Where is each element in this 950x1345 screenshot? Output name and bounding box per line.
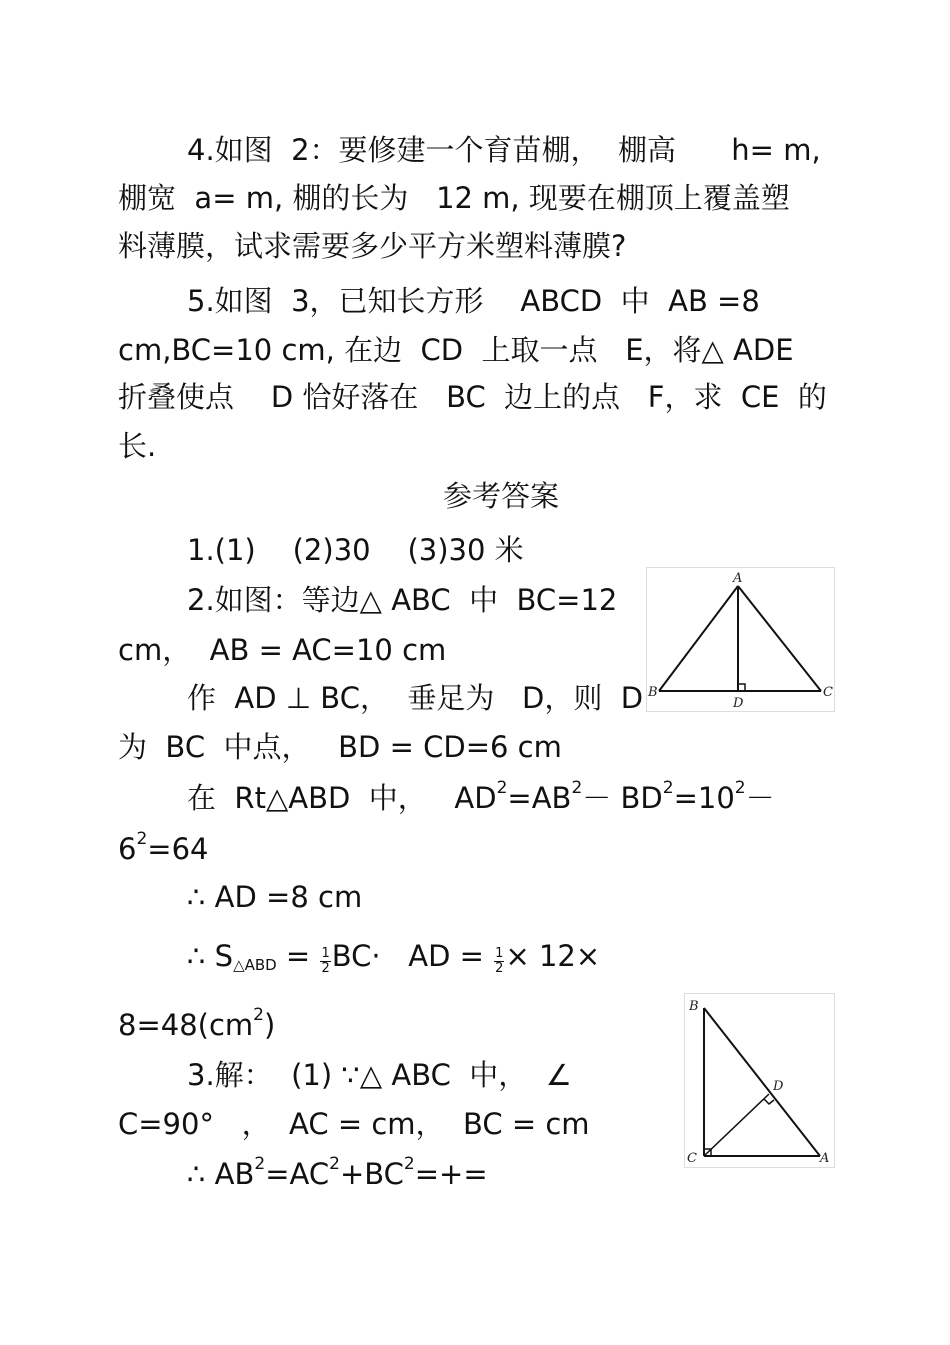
fraction-denominator: 2 bbox=[321, 961, 330, 976]
q5-line1: 5.如图 3，已知长方形 ABCD 中 AB =8 bbox=[187, 284, 760, 318]
fraction-half bbox=[320, 947, 330, 976]
fraction-numerator: 1 bbox=[321, 946, 330, 961]
answer1: 1.(1) (2)30 (3)30 米 bbox=[187, 533, 524, 567]
label-b: B bbox=[689, 999, 699, 1014]
answer3-line3-mid2: +BC bbox=[339, 1157, 404, 1191]
answers-title: 参考答案 bbox=[443, 479, 560, 513]
answer3-line2: C=90° ， AC = cm， BC = cm bbox=[118, 1107, 590, 1141]
answer2-line8-pre: ∴ S bbox=[187, 939, 234, 973]
answer2-line5-mid2: － BD bbox=[582, 781, 663, 815]
q4-line1: 4.如图 2：要修建一个育苗棚， 棚高 h= m, bbox=[187, 133, 821, 167]
answer2-line8 bbox=[187, 938, 600, 976]
answer2-line8-eq: = bbox=[276, 939, 320, 973]
answer2-line6-pre: 6 bbox=[118, 832, 137, 866]
right-angle-mark-d bbox=[764, 1099, 774, 1104]
answer2-line2: cm， AB = AC=10 cm bbox=[118, 633, 447, 667]
q5-line2: cm,BC=10 cm, 在边 CD 上取一点 E，将△ ADE bbox=[118, 333, 794, 367]
q5-line3: 折叠使点 D 恰好落在 BC 边上的点 F，求 CE 的 bbox=[118, 380, 827, 414]
fraction-numerator: 1 bbox=[495, 946, 504, 961]
superscript: 2 bbox=[329, 1154, 340, 1175]
answer2-line3: 作 AD ⊥ BC， 垂足为 D，则 D bbox=[187, 681, 644, 715]
answer3-line3 bbox=[187, 1156, 488, 1192]
figure-right-triangle-svg bbox=[685, 994, 834, 1167]
figure-right-triangle bbox=[684, 993, 835, 1168]
superscript: 2 bbox=[136, 829, 148, 850]
answer2-line5-mid3: =10 bbox=[673, 781, 735, 815]
answer3-line3-end: =+= bbox=[414, 1157, 488, 1191]
label-a: A bbox=[733, 571, 743, 586]
label-c: C bbox=[823, 685, 833, 700]
answer2-line6-end: =64 bbox=[147, 832, 209, 866]
q5-line4: 长. bbox=[118, 429, 157, 463]
fraction-half bbox=[494, 947, 504, 976]
answer2-line9-end: ) bbox=[264, 1008, 276, 1042]
answer2-line4: 为 BC 中点， BD = CD=6 cm bbox=[118, 730, 562, 764]
label-c: C bbox=[687, 1151, 697, 1166]
answer2-line8-end: × 12× bbox=[505, 939, 601, 973]
superscript: 2 bbox=[496, 778, 508, 799]
label-a: A bbox=[820, 1151, 830, 1166]
label-d: D bbox=[773, 1079, 784, 1094]
figure-triangle-altitude-svg bbox=[647, 568, 834, 711]
segment-ac bbox=[738, 586, 821, 691]
segment-cd bbox=[704, 1094, 769, 1156]
segment-ab bbox=[659, 586, 738, 691]
answer3-line3-pre: ∴ AB bbox=[187, 1157, 255, 1191]
superscript: 2 bbox=[662, 778, 674, 799]
answer2-line8-sub: △ABD bbox=[233, 956, 277, 974]
q4-line3: 料薄膜，试求需要多少平方米塑料薄膜? bbox=[118, 229, 627, 263]
answer3-line1: 3.解： (1) ∵△ ABC 中， ∠ bbox=[187, 1058, 572, 1092]
answer3-line3-mid1: =AC bbox=[265, 1157, 330, 1191]
answer2-line6 bbox=[118, 831, 208, 867]
right-angle-mark bbox=[738, 684, 745, 691]
answer2-line5-end: － bbox=[745, 781, 775, 815]
superscript: 2 bbox=[571, 778, 583, 799]
answer2-line5-mid1: =AB bbox=[507, 781, 572, 815]
answer2-line5-pre: 在 Rt△ABD 中， AD bbox=[187, 781, 497, 815]
answer2-line1: 2.如图：等边△ ABC 中 BC=12 bbox=[187, 583, 618, 617]
figure-triangle-altitude bbox=[646, 567, 835, 712]
fraction-denominator: 2 bbox=[495, 961, 504, 976]
label-d: D bbox=[733, 696, 744, 711]
superscript: 2 bbox=[403, 1154, 415, 1175]
superscript: 2 bbox=[253, 1005, 264, 1026]
answer2-line7: ∴ AD =8 cm bbox=[187, 880, 363, 914]
superscript: 2 bbox=[254, 1154, 266, 1175]
q4-line2: 棚宽 a= m, 棚的长为 12 m, 现要在棚顶上覆盖塑 bbox=[118, 181, 790, 215]
superscript: 2 bbox=[734, 778, 746, 799]
answer2-line5 bbox=[187, 780, 775, 816]
answer2-line9 bbox=[118, 1007, 275, 1043]
answer2-line9-pre: 8=48(cm bbox=[118, 1008, 254, 1042]
label-b: B bbox=[648, 685, 658, 700]
answer2-line8-mid: BC· AD = bbox=[331, 939, 494, 973]
segment-ab bbox=[704, 1008, 820, 1156]
